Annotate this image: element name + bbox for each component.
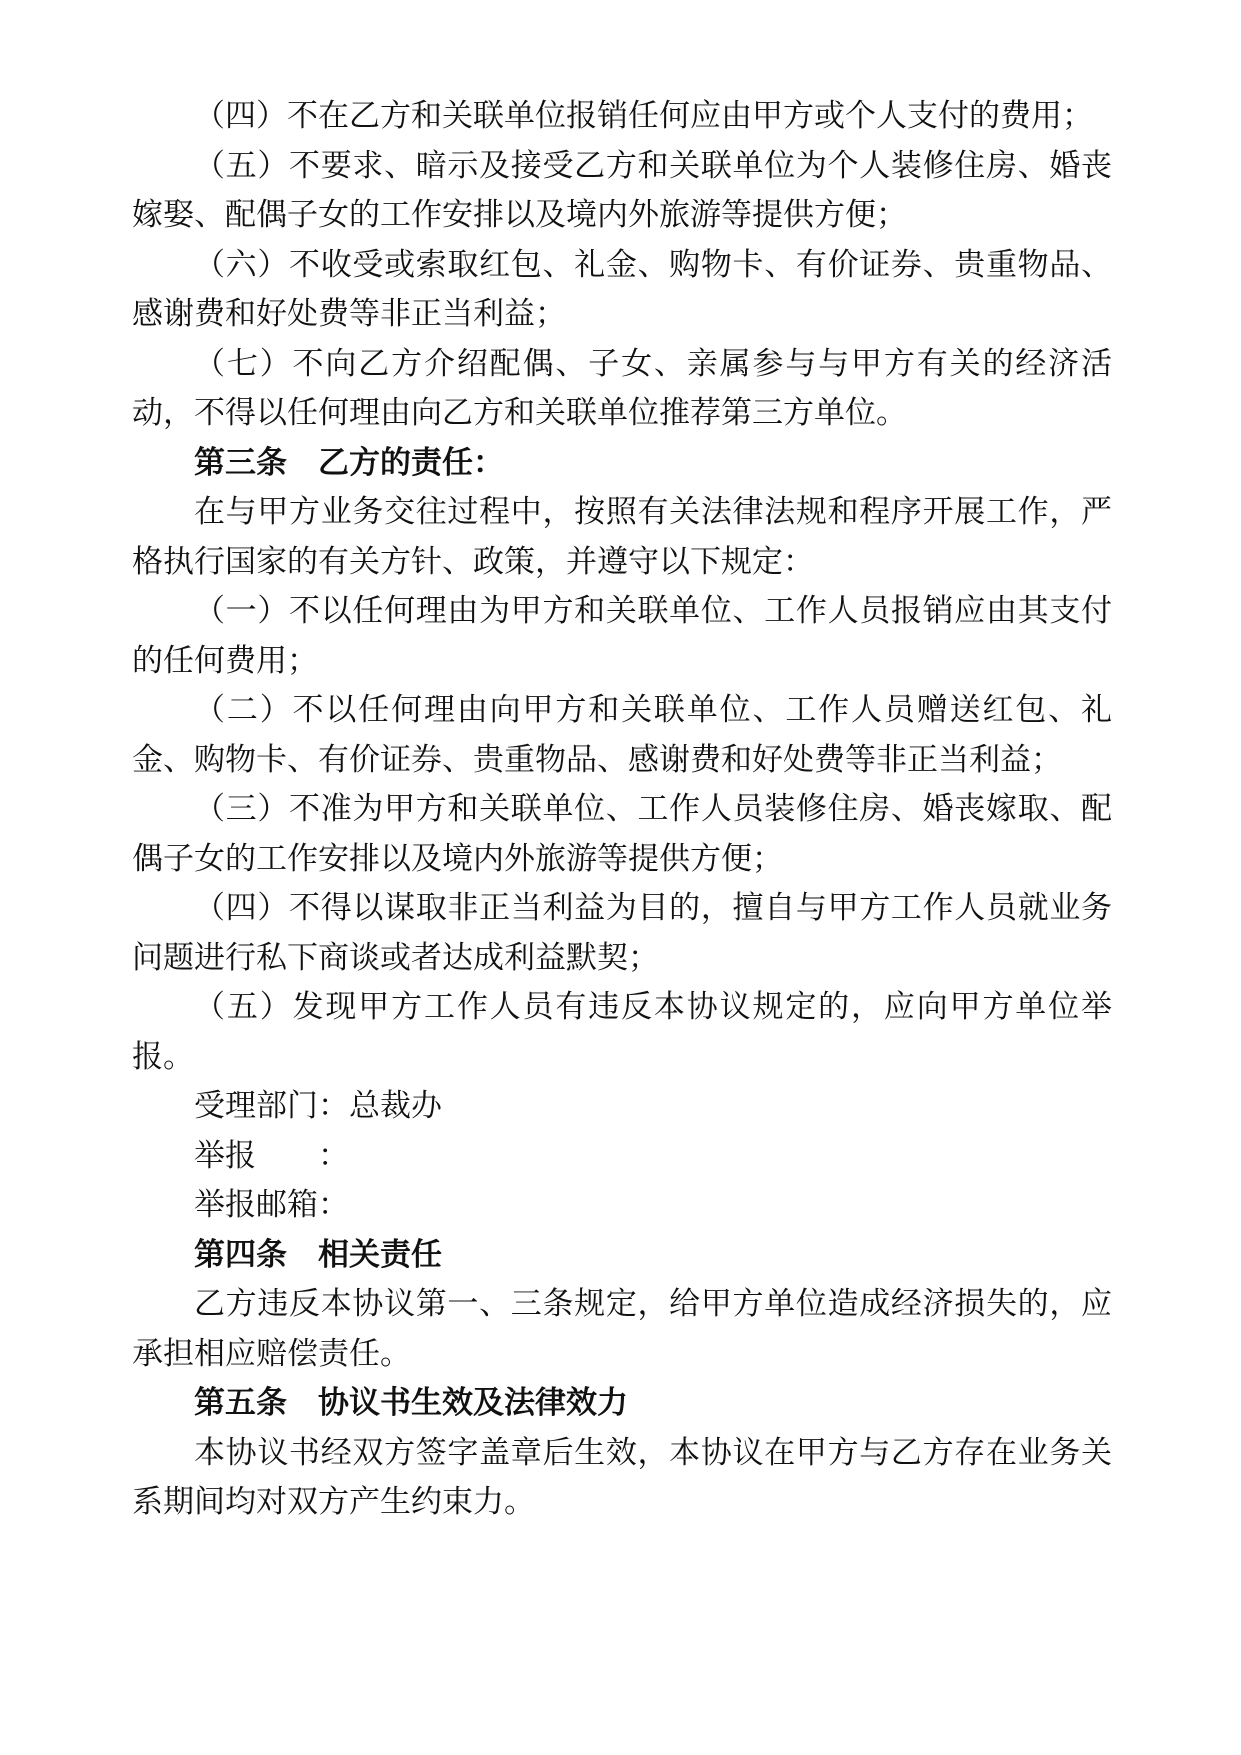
clause-3-3: （三）不准为甲方和关联单位、工作人员装修住房、婚丧嫁取、配偶子女的工作安排以及境内外旅游等提供方便；: [132, 791, 1112, 877]
report-department: 受理部门：总裁办: [194, 1088, 442, 1124]
article-5-body: 本协议书经双方签字盖章后生效，本协议在甲方与乙方存在业务关系期间均对双方产生约束力。: [132, 1434, 1112, 1520]
article-3-heading: 第三条 乙方的责任：: [194, 444, 504, 481]
article-5-heading: 第五条 协议书生效及法律效力: [194, 1385, 628, 1421]
report-phone: 举报 ：: [194, 1137, 349, 1174]
article-4-heading: 第四条 相关责任: [194, 1236, 442, 1273]
clause-2-7: （七）不向乙方介绍配偶、子女、亲属参与与甲方有关的经济活动，不得以任何理由向乙方和关联单位推荐第三方单位。: [132, 345, 1112, 431]
clause-3-2: （二）不以任何理由向甲方和关联单位、工作人员赠送红包、礼金、购物卡、有价证券、贵重物品、感谢费和好处费等非正当利益；: [132, 692, 1112, 778]
document-body: [132, 92, 1112, 1528]
report-email: 举报邮箱：: [194, 1187, 349, 1223]
article-4-body: 乙方违反本协议第一、三条规定，给甲方单位造成经济损失的，应承担相应赔偿责任。: [132, 1286, 1112, 1372]
clause-3-1: （一）不以任何理由为甲方和关联单位、工作人员报销应由其支付的任何费用；: [132, 593, 1112, 679]
clause-3-4: （四）不得以谋取非正当利益为目的，擅自与甲方工作人员就业务问题进行私下商谈或者达成利益默契；: [132, 890, 1112, 976]
clause-2-4: （四）不在乙方和关联单位报销任何应由甲方或个人支付的费用；: [194, 98, 1093, 134]
clause-3-5: （五）发现甲方工作人员有违反本协议规定的，应向甲方单位举报。: [132, 989, 1112, 1075]
clause-2-6: （六）不收受或索取红包、礼金、购物卡、有价证券、贵重物品、感谢费和好处费等非正当利益；: [132, 246, 1112, 332]
article-3-intro: 在与甲方业务交往过程中，按照有关法律法规和程序开展工作，严格执行国家的有关方针、政策，并遵守以下规定：: [132, 494, 1112, 580]
clause-2-5: （五）不要求、暗示及接受乙方和关联单位为个人装修住房、婚丧嫁娶、配偶子女的工作安排以及境内外旅游等提供方便；: [132, 147, 1112, 233]
